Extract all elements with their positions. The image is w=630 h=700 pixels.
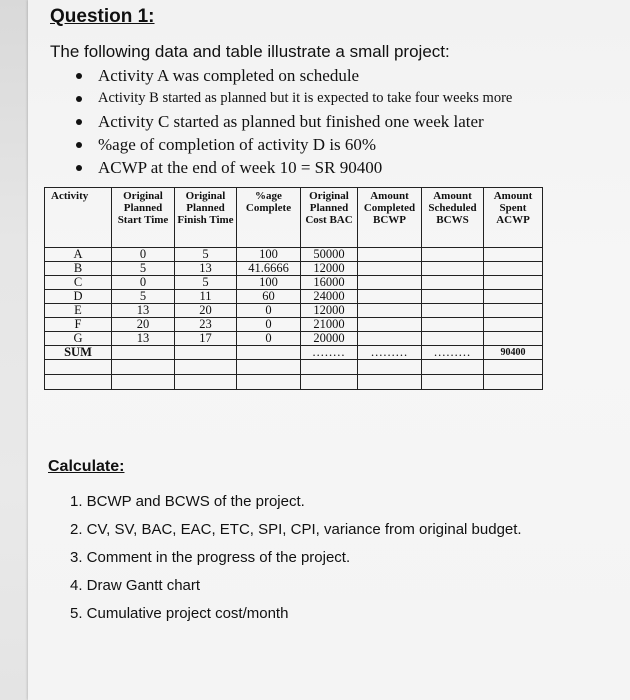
cell-bcwp (358, 332, 422, 346)
header-finish: Original Planned Finish Time (175, 188, 237, 248)
cell-activity: A (45, 248, 112, 262)
cell-cost: 12000 (301, 304, 358, 318)
cell-activity: D (45, 290, 112, 304)
cell-cost: 16000 (301, 276, 358, 290)
calculate-list (70, 488, 522, 628)
cell-start: 0 (112, 276, 175, 290)
cell-start: 5 (112, 290, 175, 304)
bullet-item: Activity A was completed on schedule (72, 64, 512, 87)
cell-complete: 0 (237, 332, 301, 346)
cell-finish: 11 (175, 290, 237, 304)
cell-bcwp (358, 318, 422, 332)
cell-start: 0 (112, 248, 175, 262)
cell-complete: 100 (237, 276, 301, 290)
cell-bcws (422, 318, 484, 332)
cell-finish: 5 (175, 248, 237, 262)
cell-cost: 24000 (301, 290, 358, 304)
header-activity: Activity (45, 188, 112, 248)
sum-row (45, 346, 543, 360)
sum-cost: ........ (301, 346, 358, 360)
cell-acwp (484, 276, 543, 290)
cell-cost: 12000 (301, 262, 358, 276)
cell-activity: B (45, 262, 112, 276)
intro-text: The following data and table illustrate a small project: (50, 42, 450, 61)
cell-bcwp (358, 262, 422, 276)
cell-finish: 5 (175, 276, 237, 290)
table-row (45, 332, 543, 346)
cell-bcwp (358, 276, 422, 290)
cell-start: 5 (112, 262, 175, 276)
header-complete: %age Complete (237, 188, 301, 248)
calculate-item: 2. CV, SV, BAC, EAC, ETC, SPI, CPI, variance from original budget. (70, 521, 522, 538)
cell-activity: E (45, 304, 112, 318)
cell-finish: 23 (175, 318, 237, 332)
bullet-item: Activity C started as planned but finished one week later (72, 110, 512, 133)
calculate-item: 4. Draw Gantt chart (70, 577, 201, 594)
cell-start: 13 (112, 332, 175, 346)
header-cost: Original Planned Cost BAC (301, 188, 358, 248)
cell-cost: 21000 (301, 318, 358, 332)
bullet-item: ACWP at the end of week 10 = SR 90400 (72, 156, 512, 179)
cell-acwp (484, 318, 543, 332)
question-title: Question 1: (50, 6, 155, 27)
calculate-title: Calculate: (48, 458, 125, 475)
sum-acwp: 90400 (484, 346, 543, 360)
calculate-item: 1. BCWP and BCWS of the project. (70, 493, 305, 510)
cell-cost: 50000 (301, 248, 358, 262)
cell-activity: C (45, 276, 112, 290)
cell-finish: 20 (175, 304, 237, 318)
calculate-item: 5. Cumulative project cost/month (70, 605, 289, 622)
header-bcws: Amount Scheduled BCWS (422, 188, 484, 248)
bullet-item: %age of completion of activity D is 60% (72, 133, 512, 156)
cell-bcwp (358, 248, 422, 262)
empty-row (45, 360, 543, 375)
cell-activity: F (45, 318, 112, 332)
cell-bcwp (358, 290, 422, 304)
cell-bcwp (358, 304, 422, 318)
cell-bcws (422, 248, 484, 262)
header-bcwp: Amount Completed BCWP (358, 188, 422, 248)
sum-bcwp: ......... (358, 346, 422, 360)
cell-cost: 20000 (301, 332, 358, 346)
cell-acwp (484, 248, 543, 262)
cell-bcws (422, 262, 484, 276)
cell-finish: 17 (175, 332, 237, 346)
cell-start: 20 (112, 318, 175, 332)
cell-bcws (422, 304, 484, 318)
table-row (45, 304, 543, 318)
empty-row (45, 375, 543, 390)
cell-complete: 0 (237, 304, 301, 318)
bullet-item: Activity B started as planned but it is expected to take four weeks more (72, 87, 512, 110)
cell-complete: 0 (237, 318, 301, 332)
cell-bcws (422, 290, 484, 304)
table-header-row (45, 188, 543, 248)
cell-acwp (484, 290, 543, 304)
cell-complete: 100 (237, 248, 301, 262)
cell-activity: G (45, 332, 112, 346)
table-row (45, 276, 543, 290)
bullet-list (72, 64, 512, 179)
calculate-item: 3. Comment in the progress of the project. (70, 549, 351, 566)
cell-acwp (484, 304, 543, 318)
cell-finish: 13 (175, 262, 237, 276)
sum-bcws: ......... (422, 346, 484, 360)
cell-start: 13 (112, 304, 175, 318)
cell-acwp (484, 262, 543, 276)
table-row (45, 290, 543, 304)
cell-complete: 60 (237, 290, 301, 304)
cell-complete: 41.6666 (237, 262, 301, 276)
table-row (45, 318, 543, 332)
table-row (45, 262, 543, 276)
table-row (45, 248, 543, 262)
cell-acwp (484, 332, 543, 346)
sum-label: SUM (45, 346, 112, 360)
header-start: Original Planned Start Time (112, 188, 175, 248)
cell-bcws (422, 332, 484, 346)
project-table (44, 187, 543, 390)
cell-bcws (422, 276, 484, 290)
header-acwp: Amount Spent ACWP (484, 188, 543, 248)
